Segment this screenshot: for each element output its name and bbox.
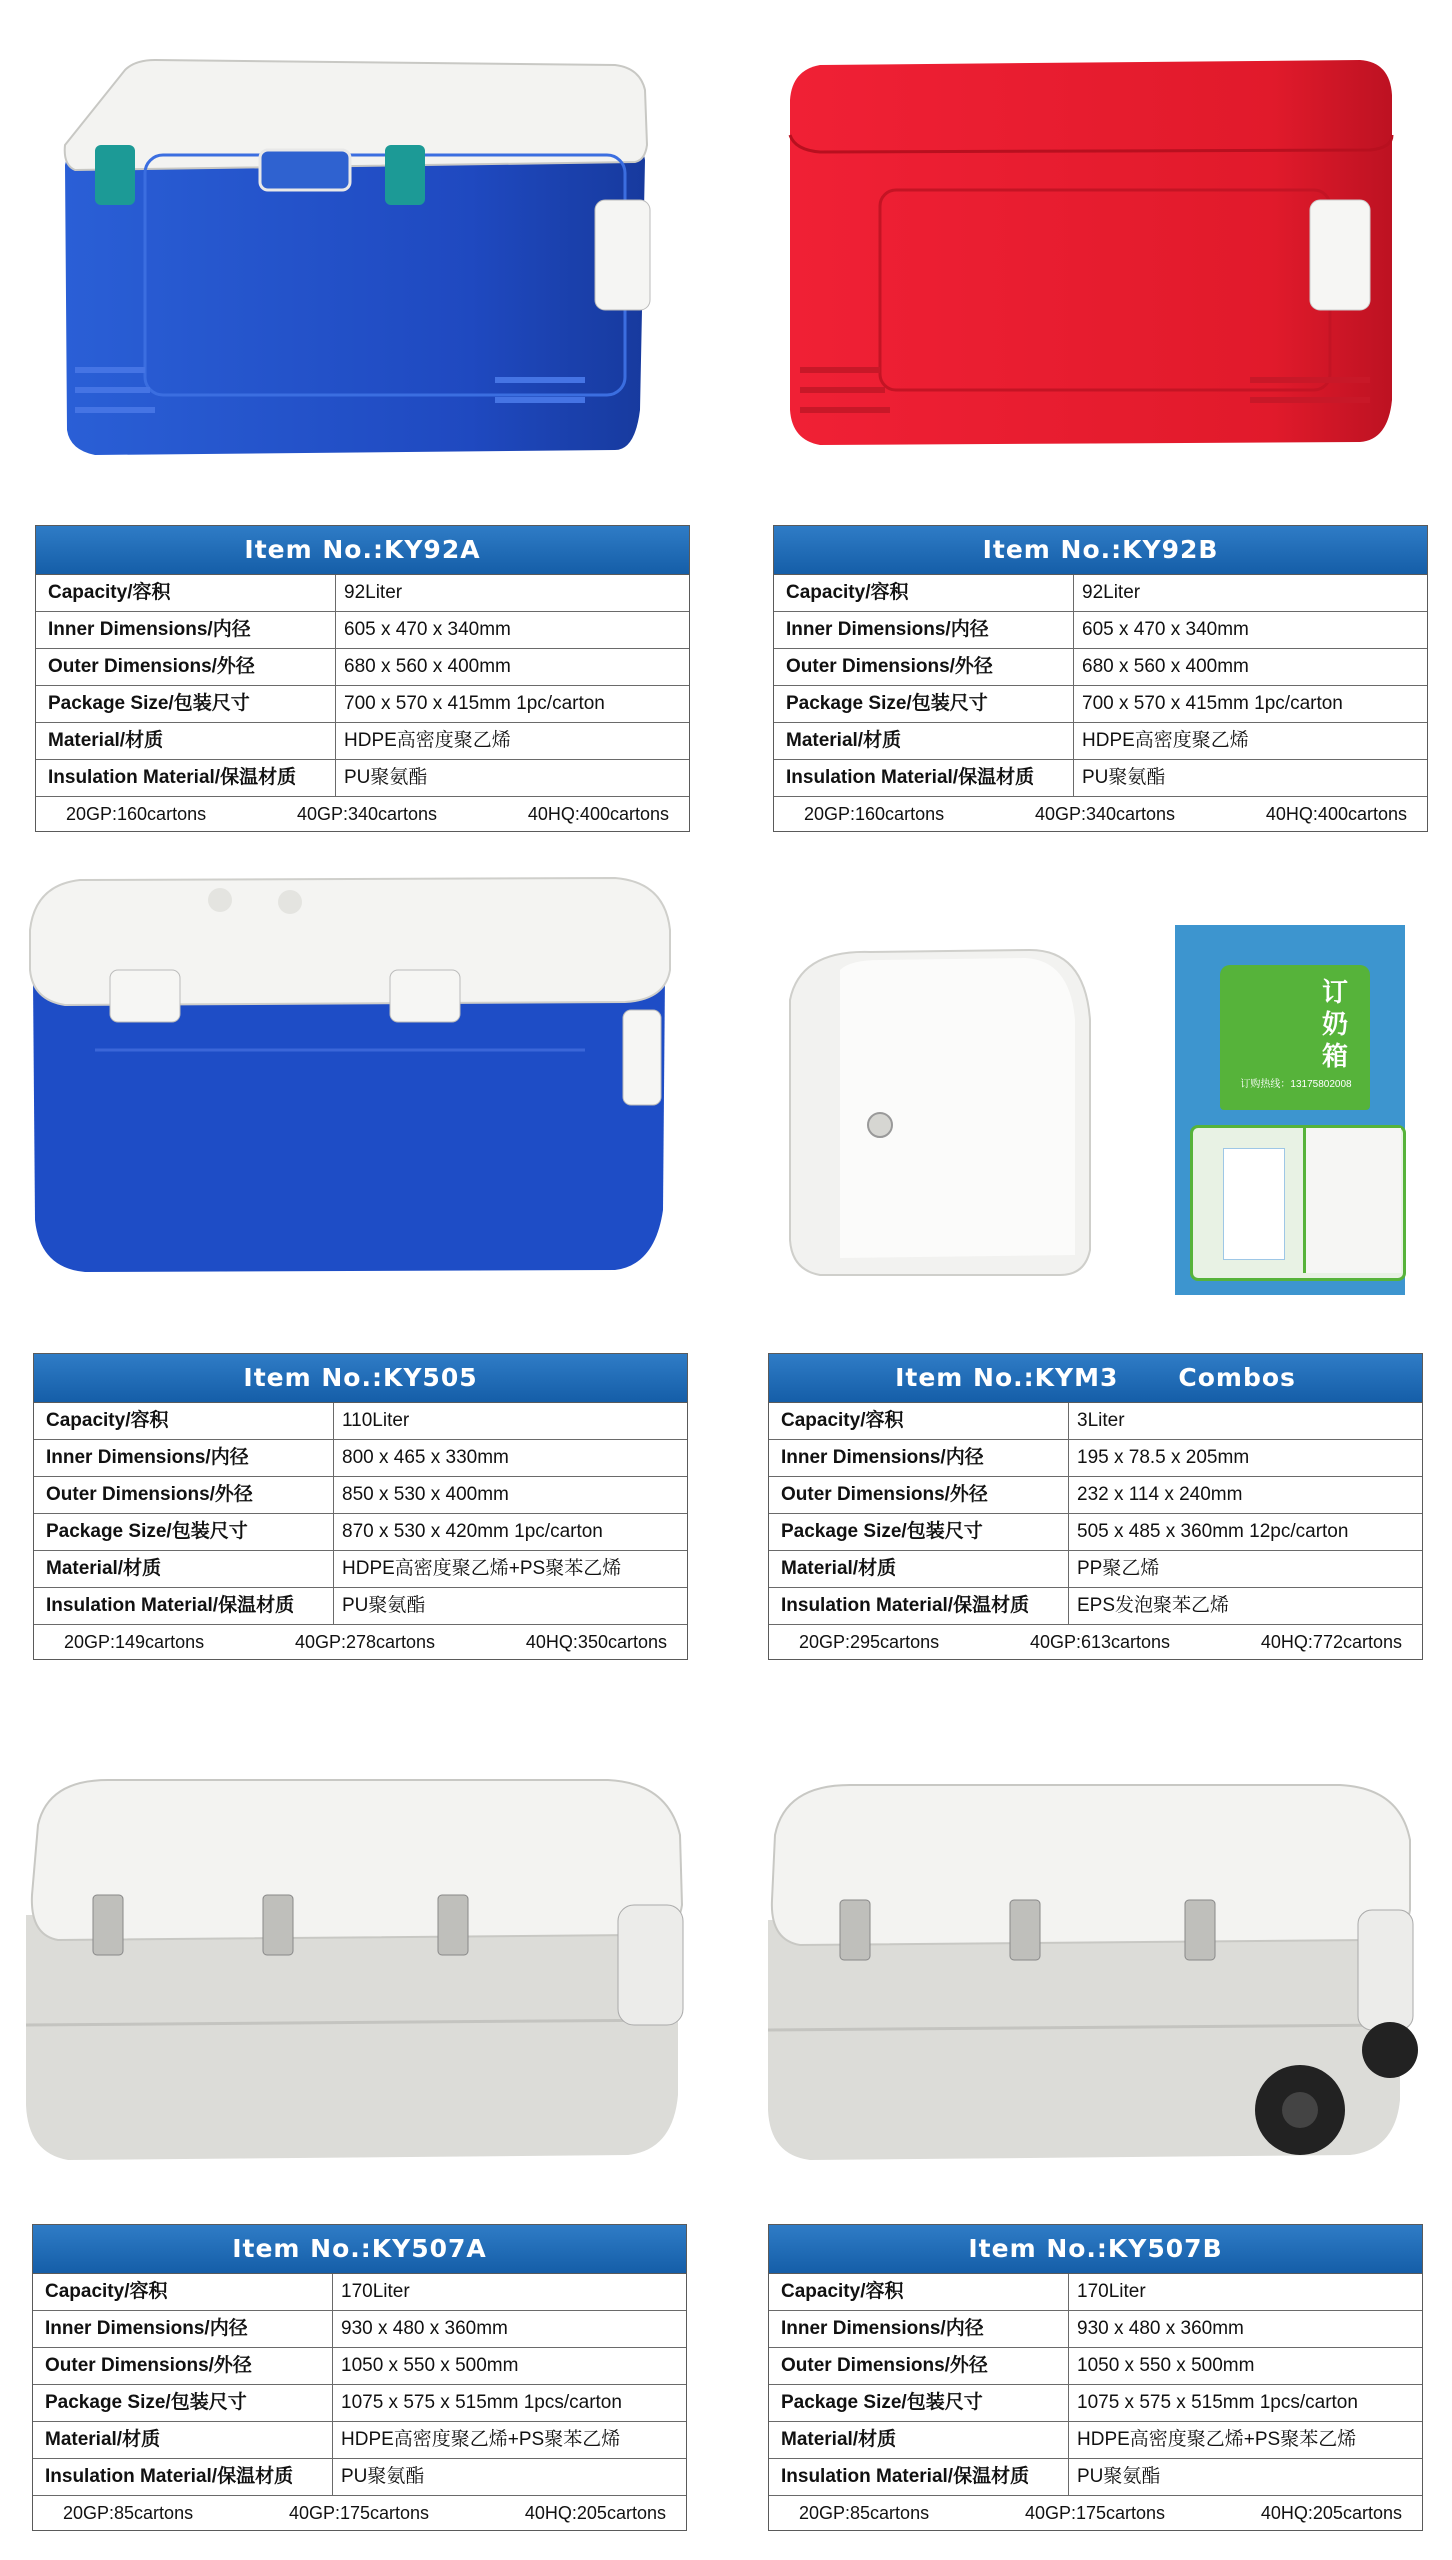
container-40gp: 40GP:340cartons — [296, 804, 438, 824]
spec-row-outer-dimensions — [33, 2348, 686, 2385]
spec-value: 680 x 560 x 400mm — [1082, 656, 1249, 677]
spec-row-capacity — [769, 1403, 1422, 1440]
ky507b-wheeled-cooler-image — [760, 1780, 1430, 2180]
spec-label: Package Size/包装尺寸 — [33, 2385, 333, 2421]
container-loading-row — [769, 2496, 1422, 2530]
spec-value: HDPE高密度聚乙烯+PS聚苯乙烯 — [342, 1558, 622, 1579]
spec-label: Material/材质 — [769, 1551, 1069, 1587]
container-40hq: 40HQ:350cartons — [525, 1632, 667, 1652]
spec-label: Insulation Material/保温材质 — [34, 1588, 334, 1624]
container-40gp: 40GP:278cartons — [294, 1632, 436, 1652]
spec-value: 92Liter — [344, 582, 403, 603]
spec-row-insulation — [774, 760, 1427, 797]
ky92a-blue-cooler-image — [55, 50, 655, 470]
spec-label: Insulation Material/保温材质 — [769, 2459, 1069, 2495]
spec-row-insulation — [33, 2459, 686, 2496]
ky505-blue-cooler-image — [25, 870, 675, 1280]
spec-row-outer-dimensions — [769, 1477, 1422, 1514]
spec-label: Insulation Material/保温材质 — [36, 760, 336, 796]
spec-label: Inner Dimensions/内径 — [33, 2311, 333, 2347]
spec-label: Material/材质 — [769, 2422, 1069, 2458]
spec-value: 1050 x 550 x 500mm — [1077, 2355, 1255, 2376]
spec-value: 505 x 485 x 360mm 12pc/carton — [1077, 1521, 1349, 1542]
spec-value: 110Liter — [342, 1410, 410, 1431]
spec-row-inner-dimensions — [774, 612, 1427, 649]
spec-row-capacity — [769, 2274, 1422, 2311]
item-number-header: Item No.:KY507B — [769, 2225, 1422, 2274]
spec-value: 1050 x 550 x 500mm — [341, 2355, 519, 2376]
milk-box-ad-subtitle: 订购热线：13175802008 — [1240, 1079, 1352, 1090]
spec-row-inner-dimensions — [34, 1440, 687, 1477]
spec-label: Inner Dimensions/内径 — [36, 612, 336, 648]
spec-row-package-size — [769, 2385, 1422, 2422]
spec-label: Capacity/容积 — [769, 1403, 1069, 1439]
spec-label: Capacity/容积 — [34, 1403, 334, 1439]
spec-row-insulation — [769, 2459, 1422, 2496]
spec-label: Capacity/容积 — [36, 575, 336, 611]
container-20gp: 20GP:160cartons — [804, 804, 945, 824]
spec-row-insulation — [34, 1588, 687, 1625]
spec-label: Outer Dimensions/外径 — [769, 2348, 1069, 2384]
spec-value: 870 x 530 x 420mm 1pc/carton — [342, 1521, 603, 1542]
spec-label: Package Size/包装尺寸 — [769, 2385, 1069, 2421]
spec-label: Insulation Material/保温材质 — [33, 2459, 333, 2495]
container-40gp: 40GP:175cartons — [1024, 2503, 1166, 2523]
spec-label: Material/材质 — [774, 723, 1074, 759]
spec-row-package-size — [34, 1514, 687, 1551]
open-milk-box — [1190, 1125, 1406, 1281]
spec-label: Outer Dimensions/外径 — [33, 2348, 333, 2384]
spec-row-inner-dimensions — [36, 612, 689, 649]
spec-value: PP聚乙烯 — [1077, 1558, 1160, 1579]
container-20gp: 20GP:295cartons — [799, 1632, 940, 1652]
spec-label: Package Size/包装尺寸 — [34, 1514, 334, 1550]
spec-value: 1075 x 575 x 515mm 1pcs/carton — [1077, 2392, 1358, 2413]
spec-row-package-size — [36, 686, 689, 723]
combos-label: Combos — [1178, 1363, 1296, 1392]
spec-label: Inner Dimensions/内径 — [774, 612, 1074, 648]
spec-label: Insulation Material/保温材质 — [774, 760, 1074, 796]
item-number-header: Item No.:KY92B — [774, 526, 1427, 575]
spec-row-inner-dimensions — [33, 2311, 686, 2348]
spec-value: 700 x 570 x 415mm 1pc/carton — [344, 693, 605, 714]
milk-box-ad-title: 订奶箱 — [1322, 978, 1349, 1072]
spec-label: Inner Dimensions/内径 — [769, 1440, 1069, 1476]
spec-row-outer-dimensions — [36, 649, 689, 686]
spec-row-capacity — [774, 575, 1427, 612]
spec-label: Outer Dimensions/外径 — [774, 649, 1074, 685]
spec-value: 3Liter — [1077, 1410, 1125, 1431]
spec-value: PU聚氨酯 — [344, 767, 428, 788]
spec-table-ky505 — [33, 1353, 688, 1660]
spec-table-ky92a — [35, 525, 690, 832]
spec-row-material — [769, 1551, 1422, 1588]
spec-value: HDPE高密度聚乙烯 — [1082, 730, 1249, 751]
container-loading-row — [774, 797, 1427, 831]
spec-label: Capacity/容积 — [33, 2274, 333, 2310]
spec-value: HDPE高密度聚乙烯+PS聚苯乙烯 — [1077, 2429, 1357, 2450]
kym3-white-milk-box-image — [780, 940, 1100, 1280]
spec-row-material — [769, 2422, 1422, 2459]
spec-value: HDPE高密度聚乙烯+PS聚苯乙烯 — [341, 2429, 621, 2450]
spec-row-capacity — [36, 575, 689, 612]
spec-label: Inner Dimensions/内径 — [769, 2311, 1069, 2347]
spec-row-capacity — [33, 2274, 686, 2311]
spec-label: Outer Dimensions/外径 — [34, 1477, 334, 1513]
spec-label: Material/材质 — [36, 723, 336, 759]
spec-value: 850 x 530 x 400mm — [342, 1484, 509, 1505]
container-40gp: 40GP:175cartons — [288, 2503, 430, 2523]
spec-row-inner-dimensions — [769, 2311, 1422, 2348]
item-number-text: Item No.:KYM3 — [895, 1363, 1119, 1392]
spec-row-package-size — [769, 1514, 1422, 1551]
spec-label: Outer Dimensions/外径 — [36, 649, 336, 685]
green-milk-box-front — [1220, 965, 1370, 1110]
spec-value: EPS发泡聚苯乙烯 — [1077, 1595, 1230, 1616]
container-20gp: 20GP:149cartons — [64, 1632, 205, 1652]
item-number-header: Item No.:KY92A — [36, 526, 689, 575]
spec-label: Material/材质 — [34, 1551, 334, 1587]
spec-row-material — [774, 723, 1427, 760]
spec-value: 170Liter — [1077, 2281, 1146, 2302]
spec-value: PU聚氨酯 — [342, 1595, 426, 1616]
container-loading-row — [36, 797, 689, 831]
spec-label: Material/材质 — [33, 2422, 333, 2458]
spec-label: Package Size/包装尺寸 — [36, 686, 336, 722]
container-20gp: 20GP:160cartons — [66, 804, 207, 824]
spec-value: 680 x 560 x 400mm — [344, 656, 511, 677]
spec-value: PU聚氨酯 — [1077, 2466, 1161, 2487]
spec-row-insulation — [769, 1588, 1422, 1625]
spec-row-material — [33, 2422, 686, 2459]
spec-value: 930 x 480 x 360mm — [1077, 2318, 1244, 2339]
container-loading-row — [33, 2496, 686, 2530]
container-40hq: 40HQ:205cartons — [1260, 2503, 1402, 2523]
item-number-header: Item No.:KY507A — [33, 2225, 686, 2274]
container-loading-row — [769, 1625, 1422, 1659]
spec-value: PU聚氨酯 — [341, 2466, 425, 2487]
spec-value: HDPE高密度聚乙烯 — [344, 730, 511, 751]
ky507a-grey-cooler-image — [18, 1775, 698, 2165]
item-number-header — [769, 1354, 1422, 1403]
spec-value: 700 x 570 x 415mm 1pc/carton — [1082, 693, 1343, 714]
spec-value: 930 x 480 x 360mm — [341, 2318, 508, 2339]
item-number-header: Item No.:KY505 — [34, 1354, 687, 1403]
spec-label: Inner Dimensions/内径 — [34, 1440, 334, 1476]
spec-row-insulation — [36, 760, 689, 797]
spec-row-outer-dimensions — [34, 1477, 687, 1514]
spec-label: Capacity/容积 — [774, 575, 1074, 611]
container-40gp: 40GP:340cartons — [1034, 804, 1176, 824]
spec-value: PU聚氨酯 — [1082, 767, 1166, 788]
container-40gp: 40GP:613cartons — [1029, 1632, 1171, 1652]
spec-value: 605 x 470 x 340mm — [344, 619, 511, 640]
spec-table-ky92b — [773, 525, 1428, 832]
spec-row-package-size — [33, 2385, 686, 2422]
spec-value: 1075 x 575 x 515mm 1pcs/carton — [341, 2392, 622, 2413]
milk-box-ad-panel — [1175, 925, 1405, 1295]
spec-row-outer-dimensions — [774, 649, 1427, 686]
spec-value: 232 x 114 x 240mm — [1077, 1484, 1243, 1505]
spec-label: Capacity/容积 — [769, 2274, 1069, 2310]
spec-value: 195 x 78.5 x 205mm — [1077, 1447, 1250, 1468]
spec-table-kym3 — [768, 1353, 1423, 1660]
spec-row-material — [34, 1551, 687, 1588]
spec-label: Package Size/包装尺寸 — [774, 686, 1074, 722]
container-40hq: 40HQ:400cartons — [1265, 804, 1407, 824]
container-40hq: 40HQ:772cartons — [1260, 1632, 1402, 1652]
container-40hq: 40HQ:400cartons — [527, 804, 669, 824]
spec-label: Outer Dimensions/外径 — [769, 1477, 1069, 1513]
spec-value: 170Liter — [341, 2281, 410, 2302]
spec-value: 800 x 465 x 330mm — [342, 1447, 509, 1468]
container-20gp: 20GP:85cartons — [799, 2503, 930, 2523]
spec-table-ky507b — [768, 2224, 1423, 2531]
container-20gp: 20GP:85cartons — [63, 2503, 194, 2523]
spec-row-outer-dimensions — [769, 2348, 1422, 2385]
ky92b-red-cooler-image — [780, 40, 1400, 460]
spec-value: 92Liter — [1082, 582, 1141, 603]
spec-row-material — [36, 723, 689, 760]
spec-table-ky507a — [32, 2224, 687, 2531]
container-40hq: 40HQ:205cartons — [524, 2503, 666, 2523]
spec-label: Package Size/包装尺寸 — [769, 1514, 1069, 1550]
container-loading-row — [34, 1625, 687, 1659]
spec-row-inner-dimensions — [769, 1440, 1422, 1477]
spec-value: 605 x 470 x 340mm — [1082, 619, 1249, 640]
spec-label: Insulation Material/保温材质 — [769, 1588, 1069, 1624]
spec-row-package-size — [774, 686, 1427, 723]
spec-row-capacity — [34, 1403, 687, 1440]
